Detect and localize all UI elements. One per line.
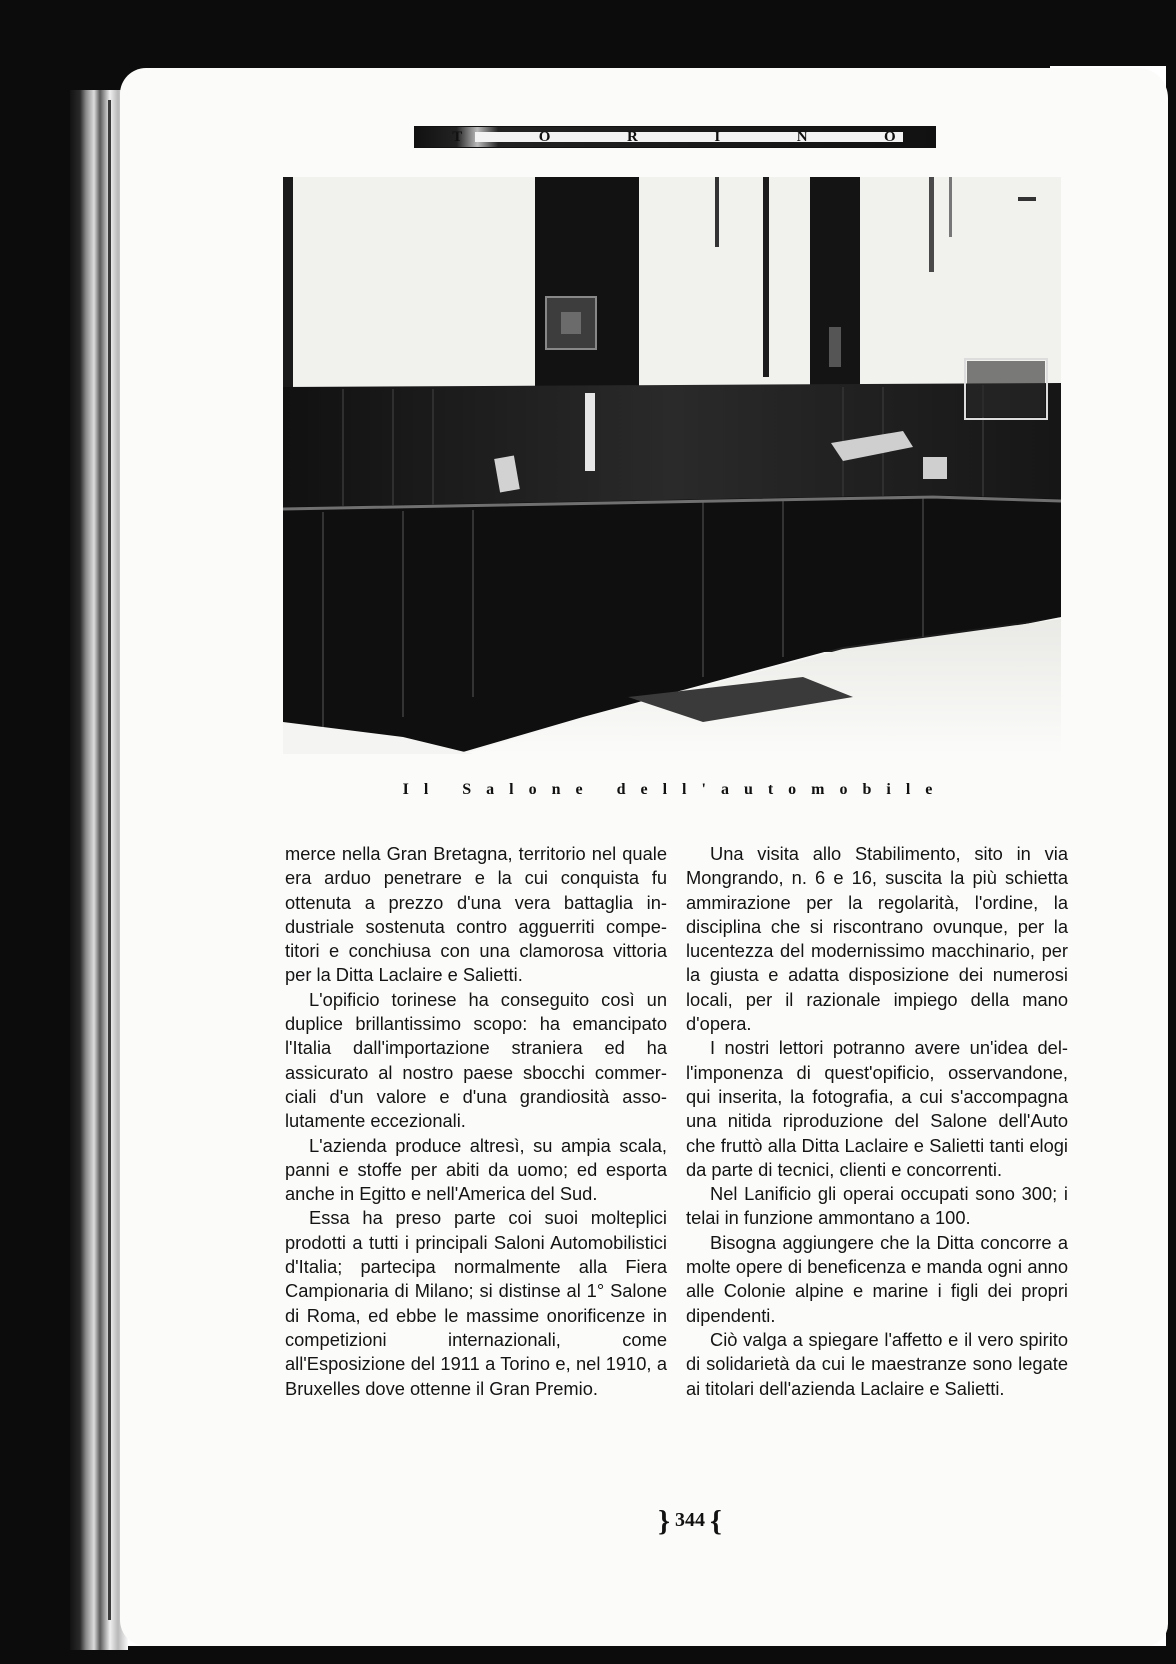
header-letter: O — [884, 128, 898, 145]
paragraph: Bisogna aggiungere che la Ditta concorre a molte opere di beneficenza e manda ogni anno alle Colonie alpine e marine i figli dei propri dipendenti. — [686, 1231, 1068, 1326]
exhibition-photo-drawing — [283, 177, 1061, 754]
photo-caption: Il Salone dell'automobile — [402, 781, 948, 798]
scan-border-left — [0, 0, 74, 1664]
header-letter: R — [626, 128, 640, 145]
paragraph: I nostri lettori potranno avere un'idea dell'imponenza di quest'opificio, osservandone, qui inserita, la fotografia, a cui s'accompagna una nitida riproduzione del Salone dell'Auto che fruttò alla Ditta Laclaire e Salietti tanti elogi da parte di tecnici, clienti e concorrenti. — [686, 1037, 1068, 1180]
page-number-value: 344 — [675, 1509, 705, 1531]
scan-border-bottom — [0, 1646, 1176, 1664]
paragraph: Nel Lanificio gli operai occupati sono 300; i telai in funzione ammontano a 100. — [686, 1183, 1068, 1229]
paragraph: Una visita allo Stabilimento, sito in via Mongrando, n. 6 e 16, suscita la più schietta ammirazione per la regolarità, l'ordine, la disciplina che si riscontrano ovunque, per la lucentezza del modernissimo macchinario, per la giusta e adatta disposizione dei numerosi locali, per il razionale impiego della mano d'opera. — [686, 843, 1068, 1035]
running-header — [414, 126, 936, 148]
text-column-left — [285, 842, 667, 1401]
exhibition-photo — [283, 177, 1061, 754]
paragraph: L'opificio torinese ha conseguito così un duplice brillantissimo scopo: ha emancipato l'Italia dall'importazione straniera ed ha assicurato al nostro paese sbocchi commerciali d'un valore e d'una grandiosità assolutamente eccezionali. — [285, 988, 667, 1132]
ornament-right-icon: { — [710, 1504, 722, 1538]
header-letter: O — [538, 128, 553, 145]
paragraph: Essa ha preso parte coi suoi molteplici prodotti a tutti i principali Saloni Automobilistici d'Italia; partecipa normalmente alla Fiera Campionaria di Milano; si distinse al 1° Salone di Roma, ed ebbe le massime onorificenze in competizioni internazionali, come all'Esposizione del 1911 a Torino e, nel 1910, a Bruxelles dove ottenne il Gran Premio. — [285, 1207, 667, 1399]
header-letter: T — [452, 128, 465, 145]
page-number — [610, 1500, 770, 1540]
header-letter: I — [714, 128, 723, 145]
text-column-right — [686, 842, 1068, 1401]
ornament-left-icon: } — [658, 1504, 670, 1538]
paragraph: L'azienda produce altresì, su ampia scala, panni e stoffe per abiti da uomo; ed esporta anche in Egitto e nell'America del Sud. — [285, 1134, 667, 1205]
paragraph: Ciò valga a spiegare l'affetto e il vero spirito di solidarietà da cui le maestranze sono legate ai titolari dell'azienda Laclaire e Salietti. — [686, 1328, 1068, 1399]
header-letter: N — [796, 128, 810, 145]
paragraph: merce nella Gran Bretagna, territorio nel quale era arduo penetrare e la cui conquista fu ottenuta a prezzo d'una vera battaglia industriale sostenuta contro agguerriti competitori e conchiusa con una clamorosa vittoria per la Ditta Laclaire e Salietti. — [285, 843, 667, 986]
binding-line — [108, 100, 111, 1620]
